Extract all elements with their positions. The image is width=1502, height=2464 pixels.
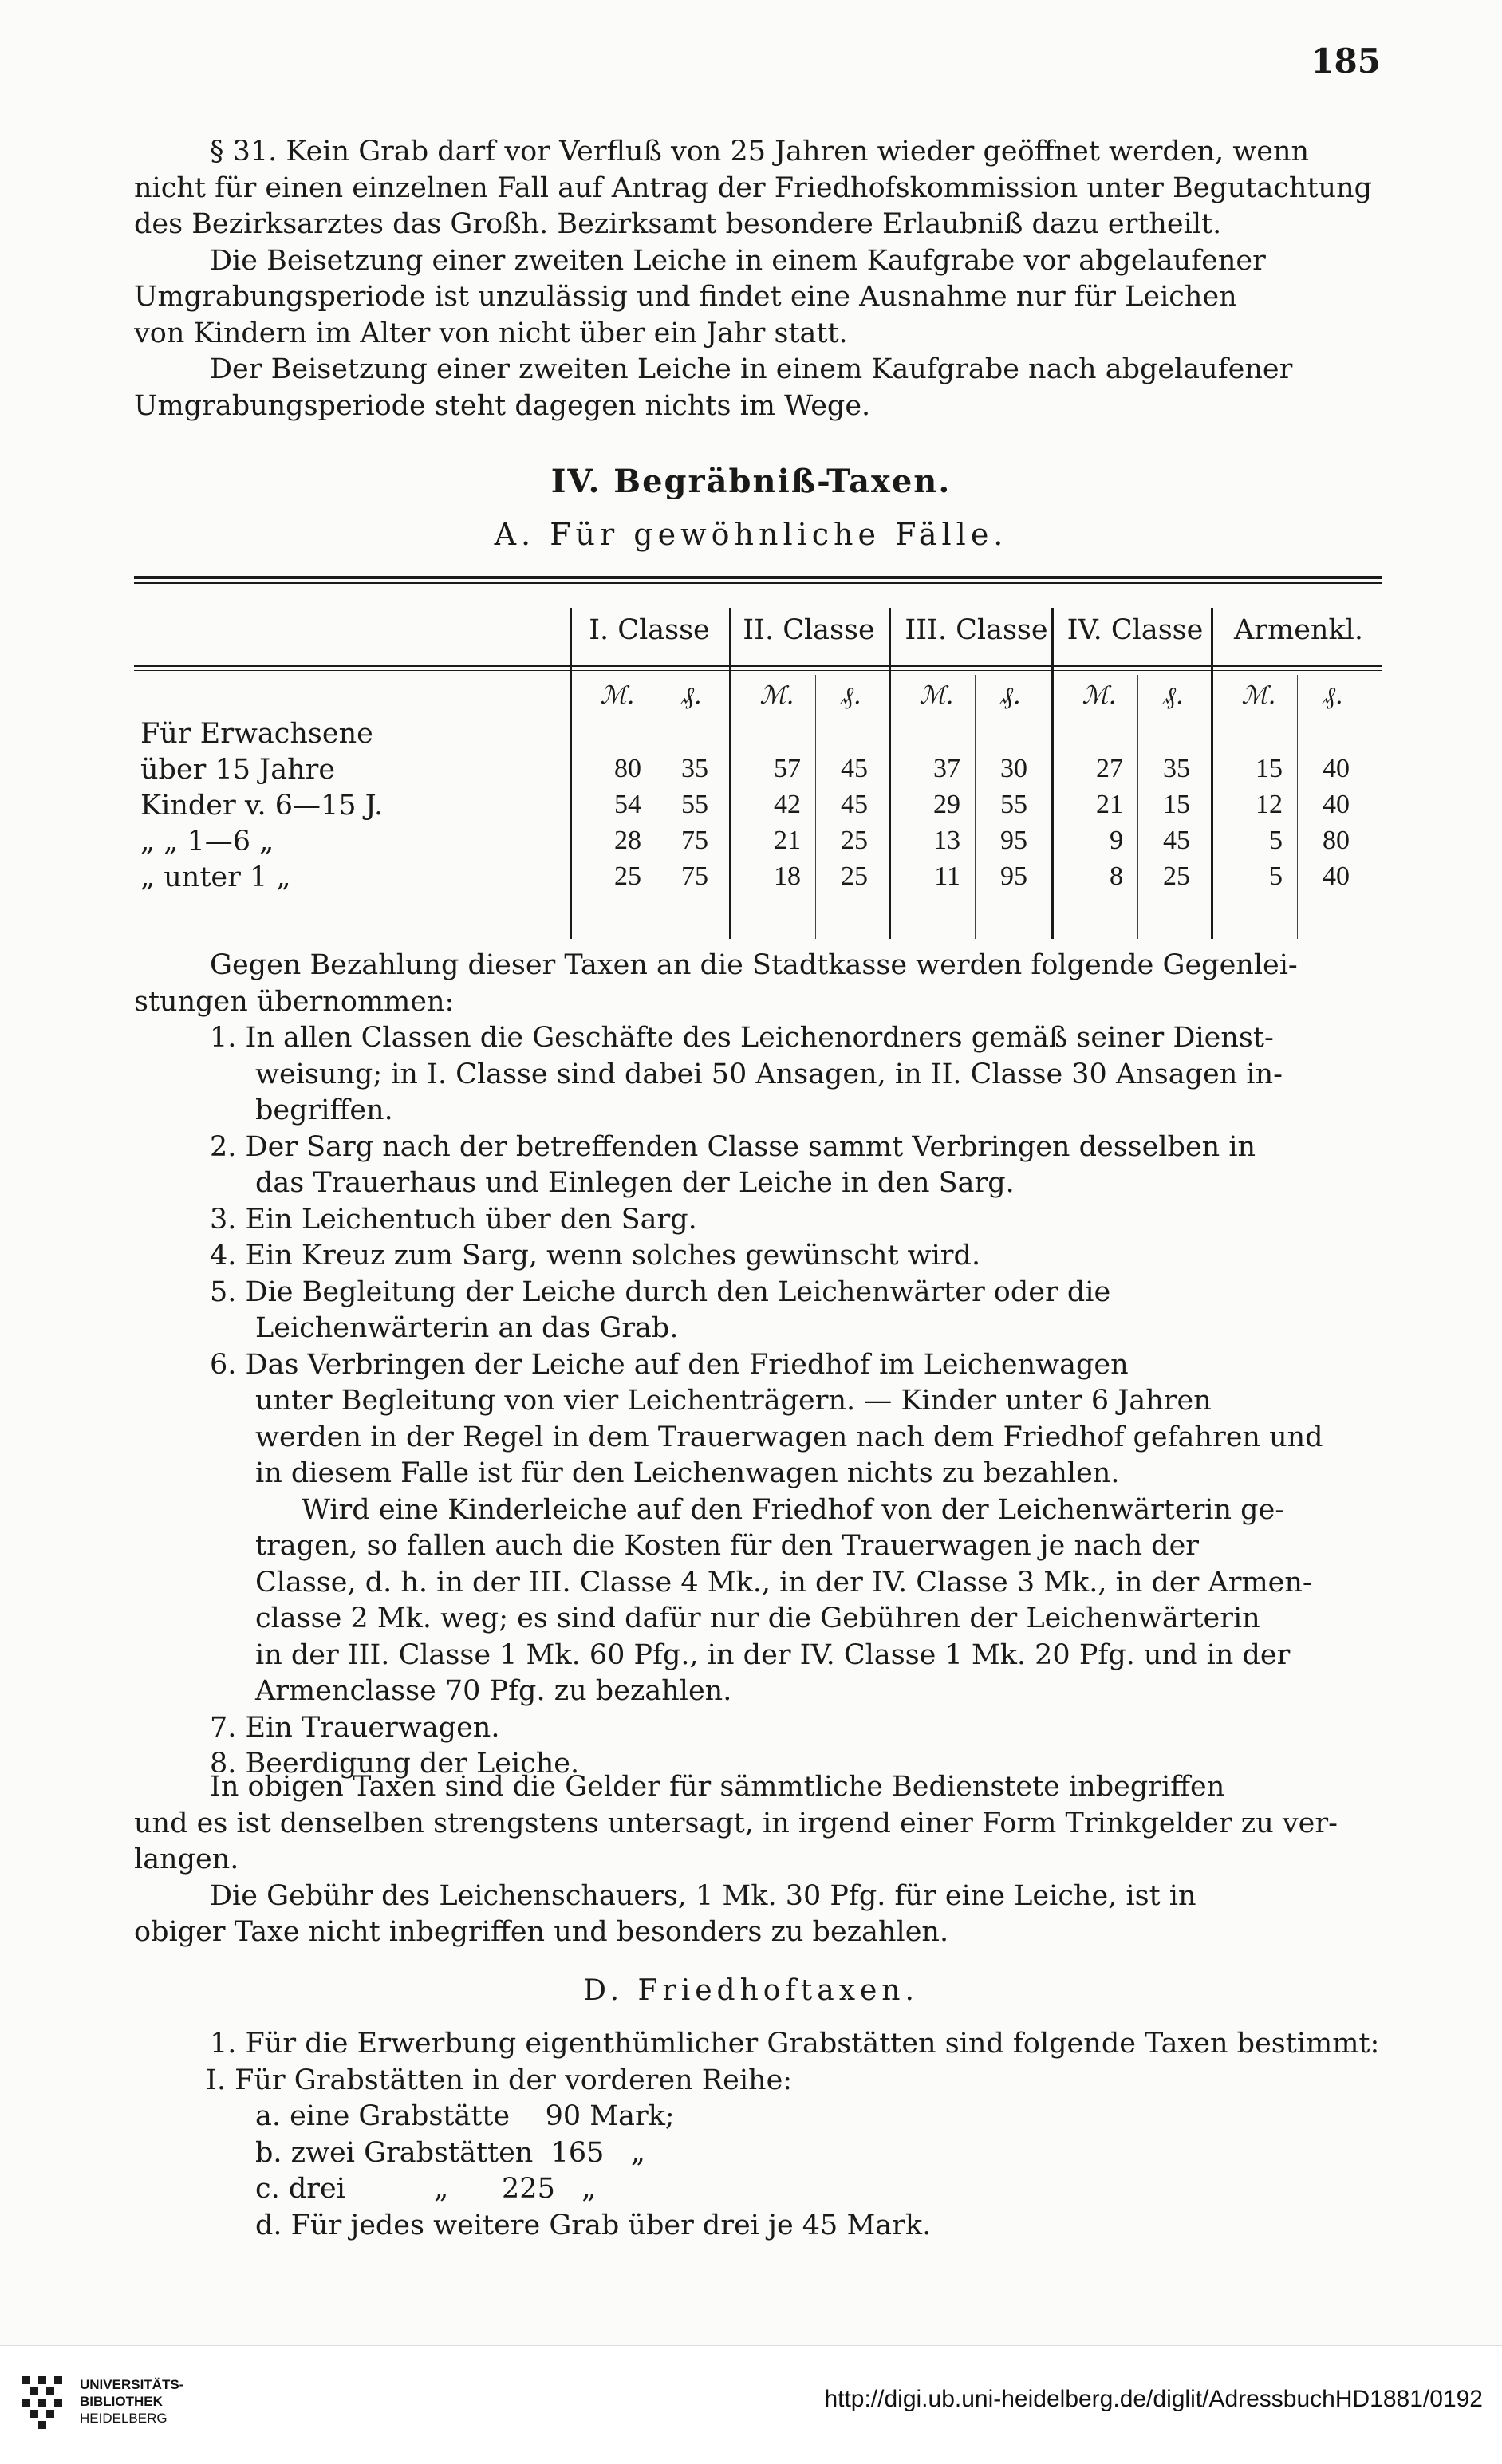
library-name-line: BIBLIOTHEK [80, 2394, 163, 2409]
table-cell: 40 [1323, 790, 1350, 819]
text-line: 1. Für die Erwerbung eigenthümlicher Grabstätten sind folgende Taxen bestimmt: [210, 2028, 1380, 2060]
table-cell: 35 [1163, 754, 1190, 783]
services-list [134, 1020, 1382, 1783]
table-top-rule [134, 576, 1382, 579]
table-col-divider [570, 608, 572, 939]
list-item: 8. Beerdigung der Leiche. [210, 1748, 580, 1780]
list-item-cont: das Trauerhaus und Einlegen der Leiche in den Sarg. [255, 1167, 1015, 1199]
unit-mark: ℳ. [1082, 681, 1117, 710]
unit-pf: ₰. [841, 681, 861, 710]
table-cell: 55 [681, 790, 708, 819]
table-cell: 80 [1323, 826, 1350, 855]
list-item-cont: in diesem Falle ist für den Leichenwagen nichts zu bezahlen. [255, 1457, 1120, 1489]
table-col-divider [889, 608, 891, 939]
text-line: von Kindern im Alter von nicht über ein Jahr statt. [134, 317, 848, 349]
text-line: b. zwei Grabstätten 165 „ [255, 2136, 645, 2169]
table-cell: 75 [681, 861, 708, 891]
table-row-label: über 15 Jahre [140, 754, 336, 786]
table-cell: 27 [1096, 754, 1123, 783]
table-cell: 30 [1000, 754, 1027, 783]
library-name-line: UNIVERSITÄTS- [80, 2377, 184, 2392]
table-cell: 25 [841, 826, 868, 855]
text-line: Umgrabungsperiode steht dagegen nichts im Wege. [134, 389, 871, 422]
table-row-label: „ unter 1 „ [140, 861, 291, 893]
table-col-divider [1051, 608, 1054, 939]
list-item: 5. Die Begleitung der Leiche durch den Leichenwärter oder die [210, 1275, 1111, 1308]
table-col-divider [1211, 608, 1213, 939]
table-cell: 15 [1256, 754, 1283, 783]
table-top-rule-2 [134, 582, 1382, 584]
list-item: 2. Der Sarg nach der betreffenden Classe sammt Verbringen desselben in [210, 1130, 1256, 1163]
fees-table [134, 576, 1382, 943]
class-header-4: IV. Classe [1066, 614, 1204, 646]
table-subcol-divider [815, 675, 816, 939]
list-item-cont: tragen, so fallen auch die Kosten für den Trauerwagen je nach der [255, 1530, 1200, 1562]
table-cell: 15 [1163, 790, 1190, 819]
table-row-label: Kinder v. 6—15 J. [140, 790, 384, 822]
library-name [80, 2376, 183, 2427]
text-line: nicht für einen einzelnen Fall auf Antrag der Friedhofskommission unter Begutachtung [134, 171, 1373, 204]
table-cell: 40 [1323, 861, 1350, 891]
table-cell: 29 [933, 790, 960, 819]
list-item: 6. Das Verbringen der Leiche auf den Friedhof im Leichenwagen [210, 1348, 1129, 1381]
table-subcol-divider [975, 675, 976, 939]
table-header-rule [134, 665, 1382, 667]
list-item: 4. Ein Kreuz zum Sarg, wenn solches gewünscht wird. [210, 1240, 981, 1271]
page-number: 185 [1311, 41, 1381, 81]
table-cell: 25 [614, 861, 641, 891]
closing-text [134, 1769, 1382, 1951]
text-line: § 31. Kein Grab darf vor Verfluß von 25 Jahren wieder geöffnet werden, wenn [210, 136, 1310, 168]
unit-pf: ₰. [1323, 681, 1343, 710]
footer-bar [0, 2345, 1502, 2464]
table-cell: 80 [614, 754, 641, 783]
unit-pf: ₰. [1000, 681, 1021, 710]
section-d [134, 2026, 1382, 2244]
list-item: 1. In allen Classen die Geschäfte des Leichenordners gemäß seiner Dienst- [210, 1022, 1274, 1054]
text-line: Gegen Bezahlung dieser Taxen an die Stadtkasse werden folgende Gegenlei- [210, 949, 1298, 981]
list-item-cont: Leichenwärterin an das Grab. [255, 1312, 679, 1344]
class-header-5: Armenkl. [1234, 614, 1363, 646]
table-cell: 11 [934, 861, 960, 891]
section-31 [134, 134, 1382, 424]
unit-mark: ℳ. [759, 681, 794, 710]
table-cell: 95 [1000, 826, 1027, 855]
list-item-cont: Wird eine Kinderleiche auf den Friedhof von der Leichenwärterin ge- [302, 1493, 1285, 1526]
table-row-label: „ „ 1—6 „ [140, 826, 274, 857]
library-logo-icon [14, 2370, 70, 2434]
list-item-cont: Classe, d. h. in der III. Classe 4 Mk., in der IV. Classe 3 Mk., in der Armen- [255, 1566, 1312, 1599]
list-item: 7. Ein Trauerwagen. [210, 1711, 500, 1744]
class-header-2: II. Classe [743, 614, 875, 646]
table-cell: 42 [774, 790, 801, 819]
table-cell: 35 [681, 754, 708, 783]
list-item-cont: in der III. Classe 1 Mk. 60 Pfg., in der IV. Classe 1 Mk. 20 Pfg. und in der [255, 1638, 1291, 1671]
text-line: Die Beisetzung einer zweiten Leiche in einem Kaufgrabe vor abgelaufener [210, 244, 1266, 277]
list-item-cont: unter Begleitung von vier Leichenträgern. — Kinder unter 6 Jahren [255, 1385, 1212, 1417]
heading-d: D. Friedhoftaxen. [583, 1974, 919, 2007]
table-cell: 21 [774, 826, 801, 855]
table-cell: 25 [1163, 861, 1190, 891]
text-line: c. drei „ 225 „ [255, 2173, 597, 2205]
table-cell: 12 [1256, 790, 1283, 819]
text-line: und es ist denselben strengstens untersagt, in irgend einer Form Trinkgelder zu ver- [134, 1807, 1338, 1839]
text-line: stungen übernommen: [134, 985, 455, 1018]
table-cell: 28 [614, 826, 641, 855]
unit-mark: ℳ. [600, 681, 635, 710]
after-table [134, 948, 1382, 1020]
table-cell: 45 [841, 790, 868, 819]
unit-mark: ℳ. [919, 681, 954, 710]
text-line: a. eine Grabstätte 90 Mark; [255, 2100, 675, 2132]
table-col-divider [729, 608, 731, 939]
table-cell: 45 [1163, 826, 1190, 855]
unit-pf: ₰. [681, 681, 702, 710]
list-item-cont: Armenclasse 70 Pfg. zu bezahlen. [255, 1675, 732, 1707]
text-line: Umgrabungsperiode ist unzulässig und findet eine Ausnahme nur für Leichen [134, 281, 1237, 313]
source-url-link[interactable]: http://digi.ub.uni-heidelberg.de/diglit/AdressbuchHD1881/0192 [824, 2386, 1483, 2412]
list-item-cont: werden in der Regel in dem Trauerwagen nach dem Friedhof gefahren und [255, 1421, 1323, 1453]
list-item-cont: begriffen. [255, 1094, 393, 1126]
text-line: In obigen Taxen sind die Gelder für sämmtliche Bedienstete inbegriffen [210, 1771, 1225, 1803]
heading-a: A. Für gewöhnliche Fälle. [494, 517, 1008, 552]
list-item-cont: classe 2 Mk. weg; es sind dafür nur die Gebühren der Leichenwärterin [255, 1603, 1260, 1634]
unit-mark: ℳ. [1241, 681, 1276, 710]
text-line: d. Für jedes weitere Grab über drei je 45 Mark. [255, 2209, 932, 2241]
table-cell: 54 [614, 790, 641, 819]
list-item: 3. Ein Leichentuch über den Sarg. [210, 1203, 697, 1236]
table-cell: 13 [933, 826, 960, 855]
text-line: Der Beisetzung einer zweiten Leiche in einem Kaufgrabe nach abgelaufener [210, 353, 1293, 385]
table-cell: 18 [774, 861, 801, 891]
table-cell: 75 [681, 826, 708, 855]
text-line: I. Für Grabstätten in der vorderen Reihe: [206, 2064, 793, 2096]
class-header-1: I. Classe [589, 614, 710, 646]
table-row-label: Für Erwachsene [140, 718, 373, 750]
table-cell: 8 [1110, 861, 1123, 891]
text-line: Die Gebühr des Leichenschauers, 1 Mk. 30 Pfg. für eine Leiche, ist in [210, 1879, 1196, 1912]
table-cell: 95 [1000, 861, 1027, 891]
text-line: des Bezirksarztes das Großh. Bezirksamt besondere Erlaubniß dazu ertheilt. [134, 208, 1222, 240]
table-cell: 57 [774, 754, 801, 783]
table-header-rule-2 [134, 670, 1382, 671]
table-cell: 40 [1323, 754, 1350, 783]
table-cell: 55 [1000, 790, 1027, 819]
table-cell: 9 [1110, 826, 1123, 855]
table-cell: 5 [1269, 861, 1283, 891]
class-header-3: III. Classe [905, 614, 1048, 646]
unit-pf: ₰. [1163, 681, 1184, 710]
library-name-line: HEIDELBERG [80, 2411, 168, 2426]
text-line: langen. [134, 1843, 239, 1875]
list-item-cont: weisung; in I. Classe sind dabei 50 Ansagen, in II. Classe 30 Ansagen in- [255, 1058, 1283, 1090]
table-cell: 37 [933, 754, 960, 783]
table-subcol-divider [1137, 675, 1138, 939]
table-subcol-divider [1297, 675, 1298, 939]
text-line: obiger Taxe nicht inbegriffen und besonders zu bezahlen. [134, 1916, 949, 1948]
table-cell: 25 [841, 861, 868, 891]
table-cell: 21 [1096, 790, 1123, 819]
table-cell: 5 [1269, 826, 1283, 855]
heading-iv: IV. Begräbniß-Taxen. [550, 463, 952, 500]
table-cell: 45 [841, 754, 868, 783]
